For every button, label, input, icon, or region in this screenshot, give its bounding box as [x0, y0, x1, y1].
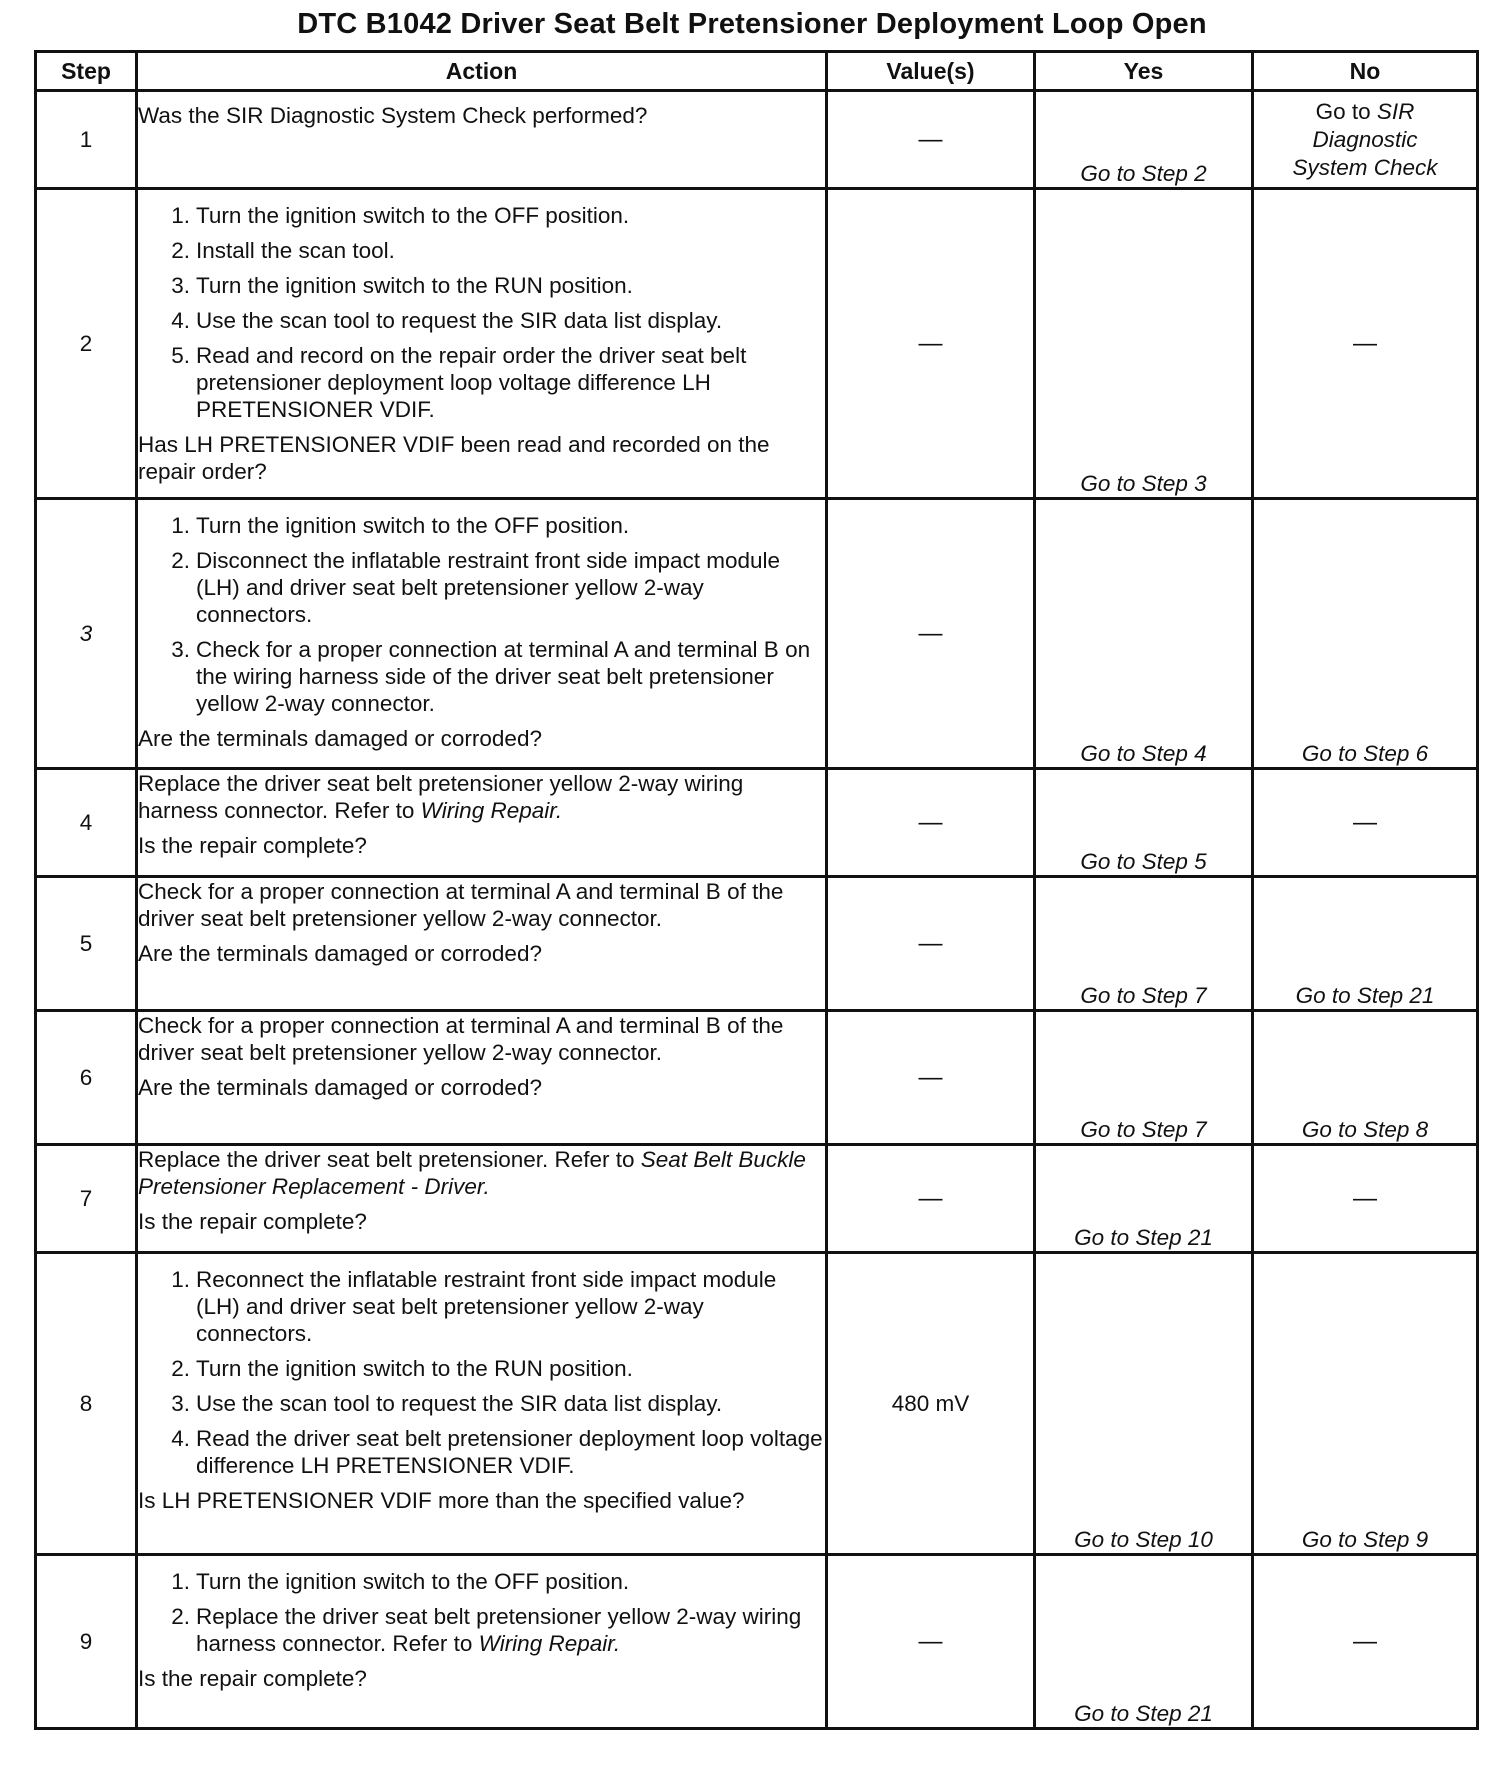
action-steps [138, 1568, 825, 1657]
no-text-ref: System Check [1292, 155, 1438, 180]
action-question: Are the terminals damaged or corroded? [138, 1075, 542, 1100]
table-row [36, 189, 1478, 499]
yes-cell: Go to Step 4 [1035, 499, 1253, 769]
action-question: Is the repair complete? [138, 833, 367, 858]
value-cell: — [827, 189, 1035, 499]
action-cell [137, 189, 827, 499]
table-row [36, 769, 1478, 877]
reference-link-text: Wiring Repair. [478, 1631, 621, 1656]
action-question: Has LH PRETENSIONER VDIF been read and recorded on the repair order? [138, 432, 770, 484]
yes-cell: Go to Step 2 [1035, 91, 1253, 189]
step-number: 1 [36, 91, 137, 189]
action-text: Replace the driver seat belt pretensioner yellow 2-way wiring harness connector. Refer to Wiring Repair. [138, 771, 744, 823]
step-number: 8 [36, 1253, 137, 1555]
action-question: Are the terminals damaged or corroded? [138, 726, 542, 751]
step-number: 2 [36, 189, 137, 499]
yes-cell: Go to Step 7 [1035, 1011, 1253, 1145]
no-cell [1253, 91, 1478, 189]
value-cell: — [827, 877, 1035, 1011]
action-cell [137, 769, 827, 877]
value-cell: — [827, 769, 1035, 877]
action-step: 4. Use the scan tool to request the SIR data list display. [171, 308, 723, 333]
action-question: Was the SIR Diagnostic System Check performed? [138, 103, 648, 128]
value-cell: — [827, 1145, 1035, 1253]
reference-link-text: Seat Belt Buckle Pretensioner Replacement - Driver. [138, 1147, 806, 1199]
action-question: Is LH PRETENSIONER VDIF more than the specified value? [138, 1488, 745, 1513]
value-cell: — [827, 91, 1035, 189]
no-cell: — [1253, 189, 1478, 499]
action-step: 2. Turn the ignition switch to the RUN position. [171, 1356, 633, 1381]
header-action: Action [137, 52, 827, 91]
action-step: 3. Use the scan tool to request the SIR data list display. [171, 1391, 723, 1416]
action-question: Is the repair complete? [138, 1666, 367, 1691]
action-step: 5. Read and record on the repair order the driver seat belt pretensioner deployment loop voltage difference LH PRETENSIONER VDIF. [171, 343, 747, 422]
step-number: 5 [36, 877, 137, 1011]
action-step: 1. Turn the ignition switch to the OFF position. [171, 1569, 630, 1594]
header-yes: Yes [1035, 52, 1253, 91]
action-step: 2. Replace the driver seat belt pretensioner yellow 2-way wiring harness connector. Refer to Wiring Repair. [171, 1604, 802, 1656]
no-cell: Go to Step 9 [1253, 1253, 1478, 1555]
yes-cell: Go to Step 10 [1035, 1253, 1253, 1555]
step-number: 4 [36, 769, 137, 877]
action-step: 1. Turn the ignition switch to the OFF position. [171, 203, 630, 228]
action-step: 4. Read the driver seat belt pretensioner deployment loop voltage difference LH PRETENSIONER VDIF. [171, 1426, 823, 1478]
step-number: 9 [36, 1555, 137, 1729]
table-row [36, 1253, 1478, 1555]
step-number: 6 [36, 1011, 137, 1145]
yes-cell: Go to Step 5 [1035, 769, 1253, 877]
action-cell [137, 499, 827, 769]
action-step: 3. Check for a proper connection at terminal A and terminal B on the wiring harness side of the driver seat belt pretensioner yellow 2-way connector. [171, 637, 811, 716]
header-row [36, 52, 1478, 91]
no-cell: Go to Step 6 [1253, 499, 1478, 769]
page-title: DTC B1042 Driver Seat Belt Pretensioner Deployment Loop Open [297, 8, 1207, 40]
yes-cell: Go to Step 21 [1035, 1145, 1253, 1253]
diagnostic-table [34, 50, 1479, 1730]
action-question: Is the repair complete? [138, 1209, 367, 1234]
table-row [36, 1145, 1478, 1253]
header-no: No [1253, 52, 1478, 91]
value-cell: — [827, 1555, 1035, 1729]
action-steps [138, 202, 825, 423]
header-value: Value(s) [827, 52, 1035, 91]
yes-cell: Go to Step 21 [1035, 1555, 1253, 1729]
no-cell: Go to Step 8 [1253, 1011, 1478, 1145]
action-text: Check for a proper connection at terminal A and terminal B of the driver seat belt pretensioner yellow 2-way connector. [138, 1013, 784, 1065]
action-cell [137, 91, 827, 189]
action-cell [137, 1555, 827, 1729]
table-row [36, 499, 1478, 769]
value-cell: — [827, 499, 1035, 769]
yes-cell: Go to Step 7 [1035, 877, 1253, 1011]
table-row [36, 877, 1478, 1011]
action-text: Replace the driver seat belt pretensioner. Refer to Seat Belt Buckle Pretensioner Replacement - Driver. [138, 1147, 806, 1199]
table-row [36, 1555, 1478, 1729]
action-text: Check for a proper connection at terminal A and terminal B of the driver seat belt pretensioner yellow 2-way connector. [138, 879, 784, 931]
action-step: 2. Install the scan tool. [171, 238, 395, 263]
step-number: 7 [36, 1145, 137, 1253]
action-step: 3. Turn the ignition switch to the RUN position. [171, 273, 633, 298]
action-step: 1. Reconnect the inflatable restraint front side impact module (LH) and driver seat belt pretensioner yellow 2-way connectors. [171, 1267, 777, 1346]
action-step: 2. Disconnect the inflatable restraint front side impact module (LH) and driver seat belt pretensioner yellow 2-way connectors. [171, 548, 781, 627]
no-text: Go to [1315, 99, 1377, 124]
action-step: 1. Turn the ignition switch to the OFF position. [171, 513, 630, 538]
action-steps [138, 512, 825, 717]
table-row [36, 91, 1478, 189]
reference-link-text: Wiring Repair. [420, 798, 563, 823]
action-cell [137, 1145, 827, 1253]
yes-cell: Go to Step 3 [1035, 189, 1253, 499]
action-steps [138, 1266, 825, 1479]
action-cell [137, 877, 827, 1011]
step-number: 3 [36, 499, 137, 769]
no-cell: — [1253, 769, 1478, 877]
value-cell: — [827, 1011, 1035, 1145]
value-cell: 480 mV [827, 1253, 1035, 1555]
no-cell: — [1253, 1555, 1478, 1729]
no-text-ref: SIR [1376, 99, 1415, 124]
table-row [36, 1011, 1478, 1145]
header-step: Step [36, 52, 137, 91]
no-cell: — [1253, 1145, 1478, 1253]
no-text-ref: Diagnostic [1312, 127, 1418, 152]
action-cell [137, 1253, 827, 1555]
action-cell [137, 1011, 827, 1145]
action-question: Are the terminals damaged or corroded? [138, 941, 542, 966]
no-cell: Go to Step 21 [1253, 877, 1478, 1011]
